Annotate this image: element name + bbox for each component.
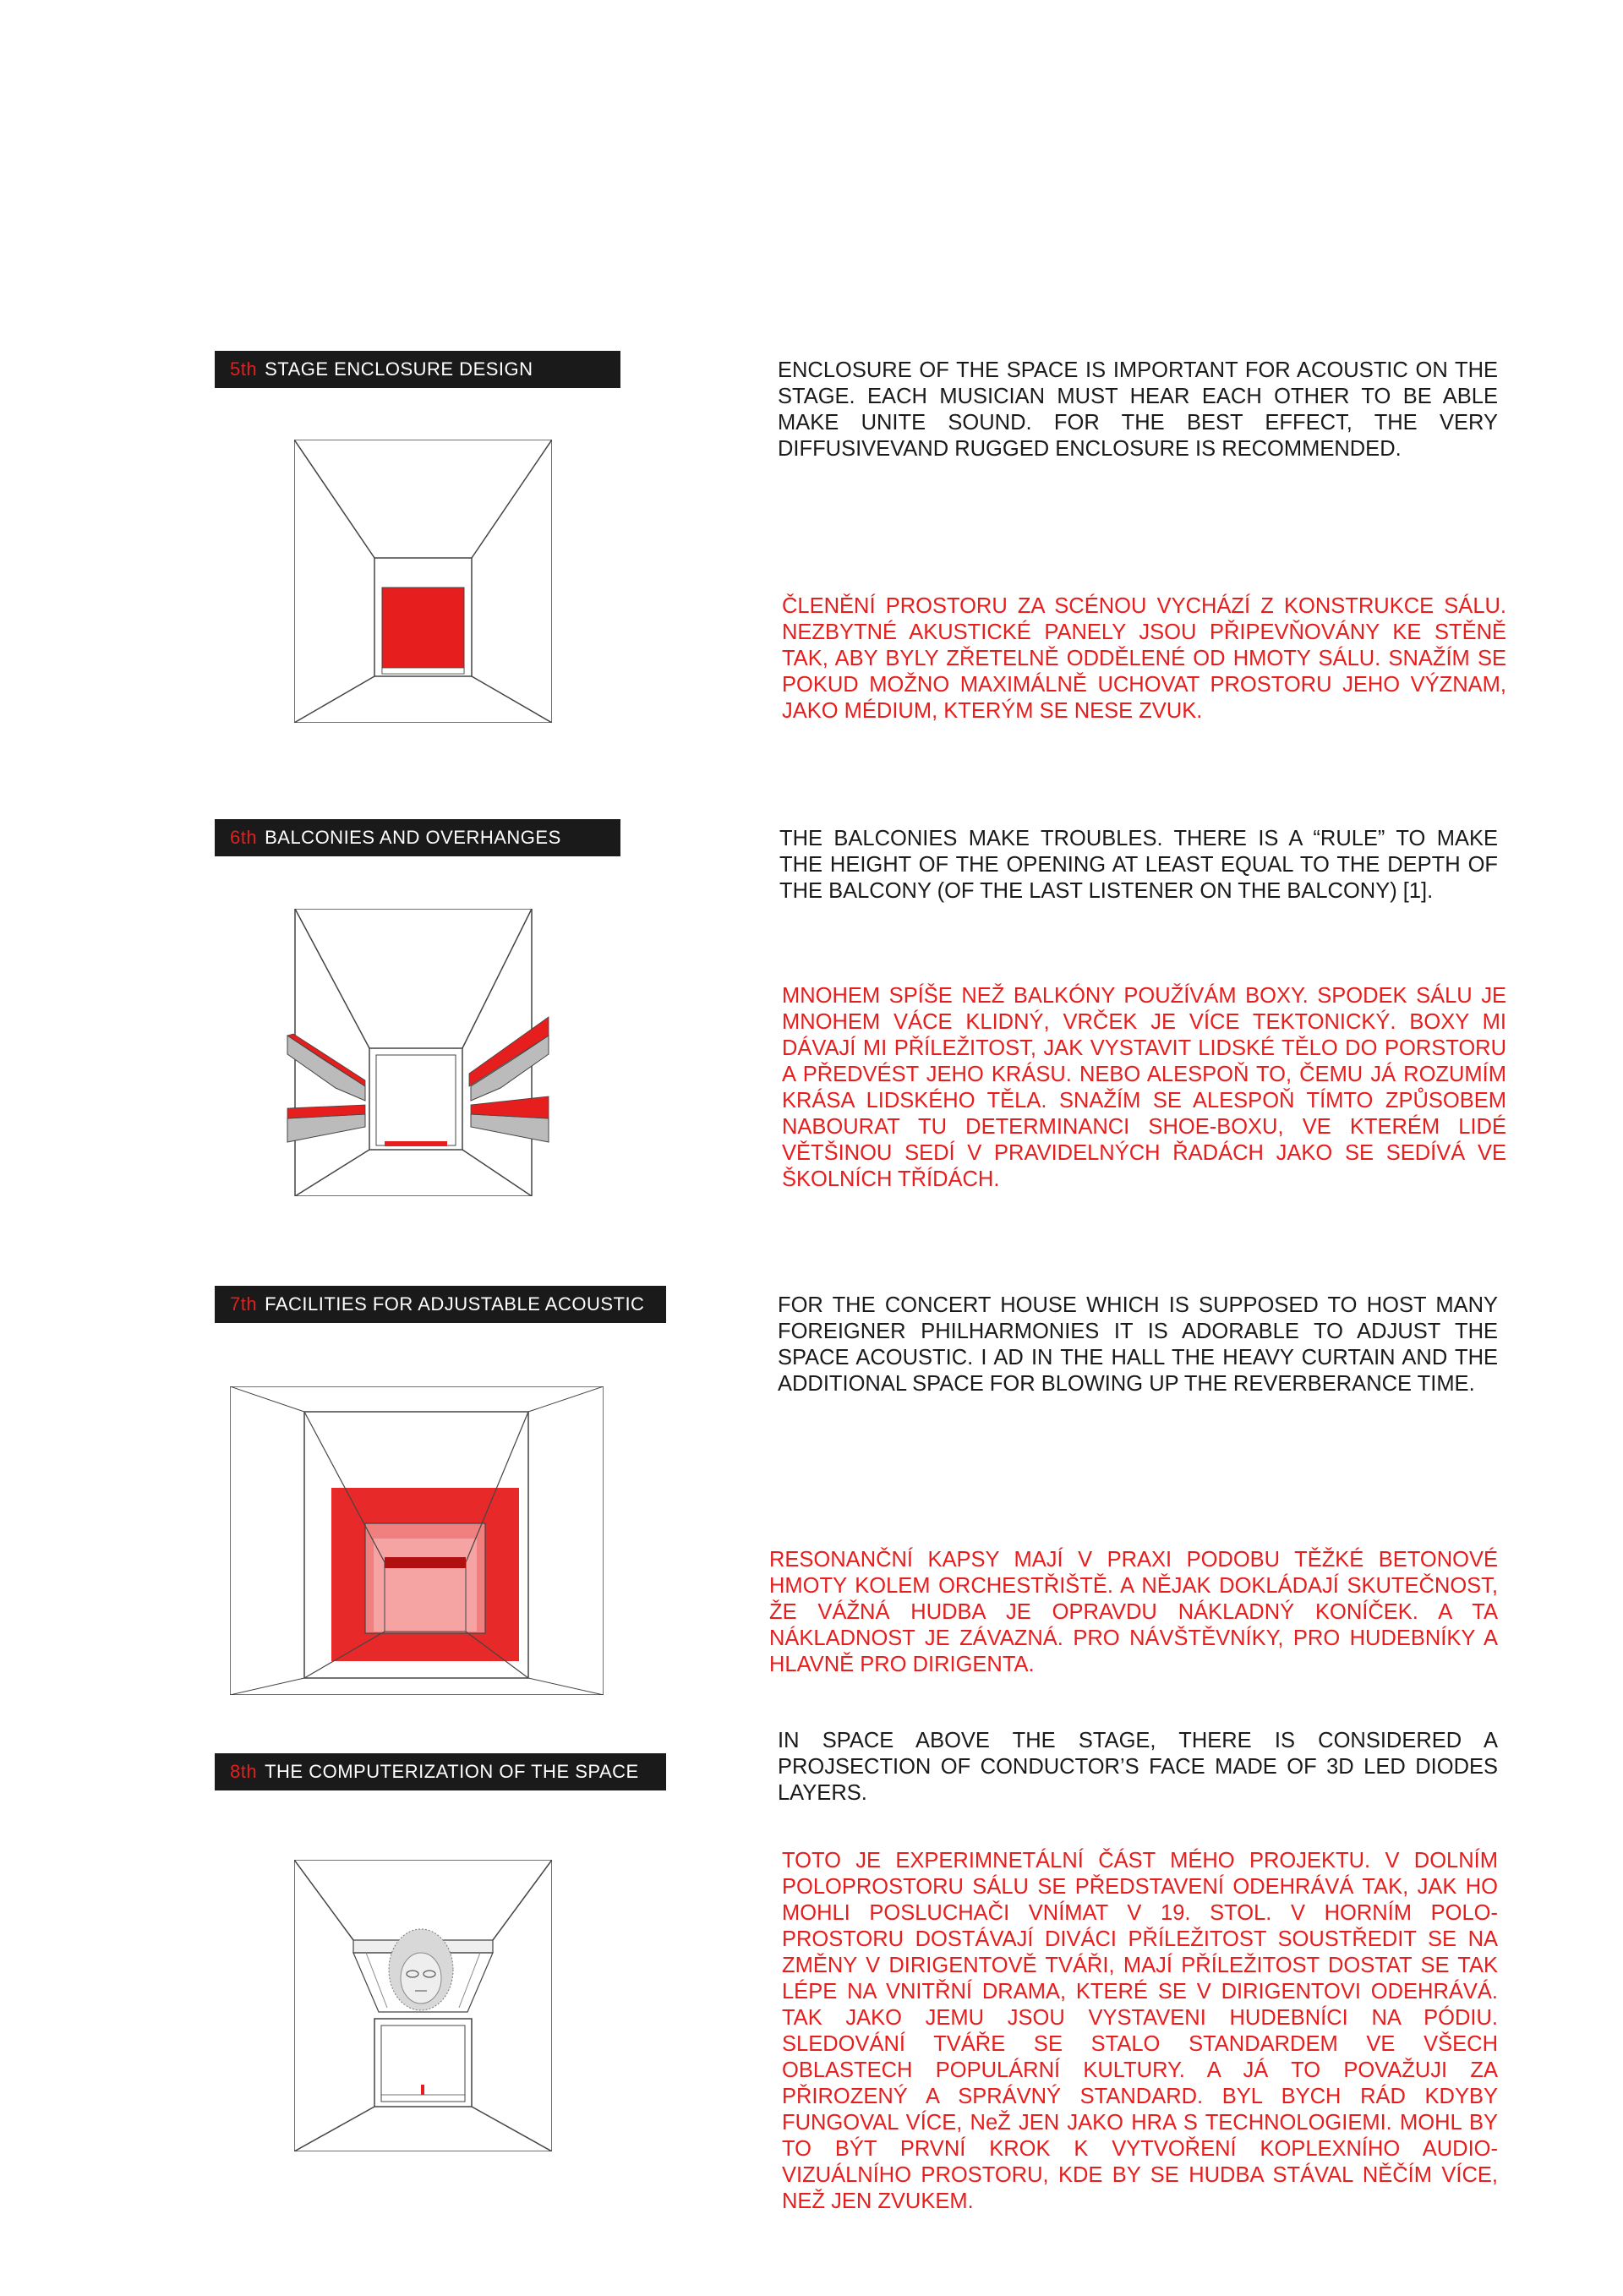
section-header-5 bbox=[215, 351, 620, 388]
section-5-czech-text: ČLENĚNÍ PROSTORU ZA SCÉNOU VYCHÁZÍ Z KONSTRUKCE SÁLU. NEZBYTNÉ AKUSTICKÉ PANELY JSOU PŘIPEVŇOVÁNY KE STĚNĚ TAK, ABY BYLY ZŘETELNĚ ODDĚLENÉ OD HMOTY SÁLU. SNAŽÍM SE POKUD MOŽNO MAXIMÁLNĚ UCHOVAT PROSTORU JEHO VÝZNAM, JAKO MÉDIUM, KTERÝM SE NESE ZVUK. bbox=[782, 594, 1506, 723]
section-number: 5th bbox=[230, 358, 258, 380]
section-6-english-text: THE BALCONIES MAKE TROUBLES. THERE IS A “RULE” TO MAKE THE HEIGHT OF THE OPENING AT LEAST EQUAL TO THE DEPTH OF THE BALCONY (OF THE LAST LISTENER ON THE BALCONY) [1]. bbox=[779, 827, 1498, 903]
section-7-czech-text: RESONANČNÍ KAPSY MAJÍ V PRAXI PODOBU TĚŽKÉ BETONOVÉ HMOTY KOLEM ORCHESTŘIŠTĚ. A NĚJAK DOKLÁDAJÍ SKUTEČNOST, ŽE VÁŽNÁ HUDBA JE OPRAVDU NÁKLADNÝ KONÍČEK. A TA NÁKLADNOST JE ZÁVAZNÁ. PRO NÁVŠTĚVNÍKY, PRO HUDEBNÍKY A HLAVNĚ PRO DIRIGENTA. bbox=[769, 1548, 1498, 1676]
computerization-diagram bbox=[294, 1860, 552, 2151]
section-title: THE COMPUTERIZATION OF THE SPACE bbox=[265, 1761, 639, 1782]
section-header-8 bbox=[215, 1753, 666, 1790]
section-8-english-text: IN SPACE ABOVE THE STAGE, THERE IS CONSIDERED A PROJSECTION OF CONDUCTOR’S FACE MADE OF 3D LED DIODES LAYERS. bbox=[778, 1729, 1498, 1805]
section-header-6 bbox=[215, 819, 620, 856]
conductor-face-icon bbox=[389, 1929, 453, 2010]
balconies-diagram bbox=[285, 909, 551, 1196]
stage-enclosure-diagram bbox=[294, 440, 552, 723]
section-title: BALCONIES AND OVERHANGES bbox=[265, 827, 561, 848]
section-title: STAGE ENCLOSURE DESIGN bbox=[265, 358, 533, 380]
section-number: 8th bbox=[230, 1761, 258, 1782]
section-number: 6th bbox=[230, 827, 258, 848]
section-8-czech-text: TOTO JE EXPERIMNETÁLNÍ ČÁST MÉHO PROJEKTU. V DOLNÍM POLOPROSTORU SÁLU SE PŘEDSTAVENÍ ODEHRÁVÁ TAK, JAK HO MOHLI POSLUCHAČI VNÍMAT V 19. STOL. V HORNÍM POLO-PROSTORU DOSTÁVAJÍ DIVÁCI PŘÍLEŽITOST SOUSTŘEDIT SE NA ZMĚNY V DIRIGENTOVĚ TVÁŘI, MAJÍ PŘÍLEŽITOST DOSTAT SE TAK LÉPE NA VNITŘNÍ DRAMA, KTERÉ SE V DIRIGENTOVI ODEHRÁVÁ. TAK JAKO JEMU JSOU VYSTAVENI HUDEBNÍCI NA PÓDIU. SLEDOVÁNÍ TVÁŘE SE STALO STANDARDEM VE VŠECH OBLASTECH POPULÁRNÍ KULTURY. A JÁ TO POVAŽUJI ZA PŘIROZENÝ A SPRÁVNÝ STANDARD. BYL BYCH RÁD KDYBY FUNGOVAL VÍCE, NeŽ JEN JAKO HRA S TECHNOLOGIEMI. MOHL BY TO BÝT PRVNÍ KROK K VYTVOŘENÍ KOPLEXNÍHO AUDIO-VIZUÁLNÍHO PROSTORU, KDE BY SE HUDBA STÁVAL NĚČÍM VÍCE, NEŽ JEN ZVUKEM. bbox=[782, 1849, 1498, 2213]
section-5-english-text: ENCLOSURE OF THE SPACE IS IMPORTANT FOR ACOUSTIC ON THE STAGE. EACH MUSICIAN MUST HEAR EACH OTHER TO BE ABLE MAKE UNITE SOUND. FOR THE BEST EFFECT, THE VERY DIFFUSIVEVAND RUGGED ENCLOSURE IS RECOMMENDED. bbox=[778, 358, 1498, 461]
section-number: 7th bbox=[230, 1293, 258, 1315]
section-header-7 bbox=[215, 1286, 666, 1323]
section-6-czech-text: MNOHEM SPÍŠE NEŽ BALKÓNY POUŽÍVÁM BOXY. SPODEK SÁLU JE MNOHEM VÁCE KLIDNÝ, VRČEK JE VÍCE TEKTONICKÝ. BOXY MI DÁVAJÍ MI PŘÍLEŽITOST, JAK VYSTAVIT LIDSKÉ TĚLO DO PORSTORU A PŘEDVÉST JEHO KRÁSU. NEBO ALESPOŇ TO, ČEMU JÁ ROZUMÍM KRÁSA LIDSKÉHO TĚLA. SNAŽÍM SE ALESPOŇ TÍMTO ZPŮSOBEM NABOURAT TU DETERMINANCI SHOE-BOXU, VE KTERÉM LIDÉ VĚTŠINOU SEDÍ V PRAVIDELNÝCH ŘADÁCH JAKO SE SEDÍVÁ VE ŠKOLNÍCH TŘÍDÁCH. bbox=[782, 984, 1506, 1191]
section-7-english-text: FOR THE CONCERT HOUSE WHICH IS SUPPOSED TO HOST MANY FOREIGNER PHILHARMONIES IT IS ADORABLE TO ADJUST THE SPACE ACOUSTIC. I AD IN THE HALL THE HEAVY CURTAIN AND THE ADDITIONAL SPACE FOR BLOWING UP THE REVERBERANCE TIME. bbox=[778, 1293, 1498, 1396]
adjustable-acoustic-diagram bbox=[230, 1386, 604, 1695]
section-title: FACILITIES FOR ADJUSTABLE ACOUSTIC bbox=[265, 1293, 645, 1315]
